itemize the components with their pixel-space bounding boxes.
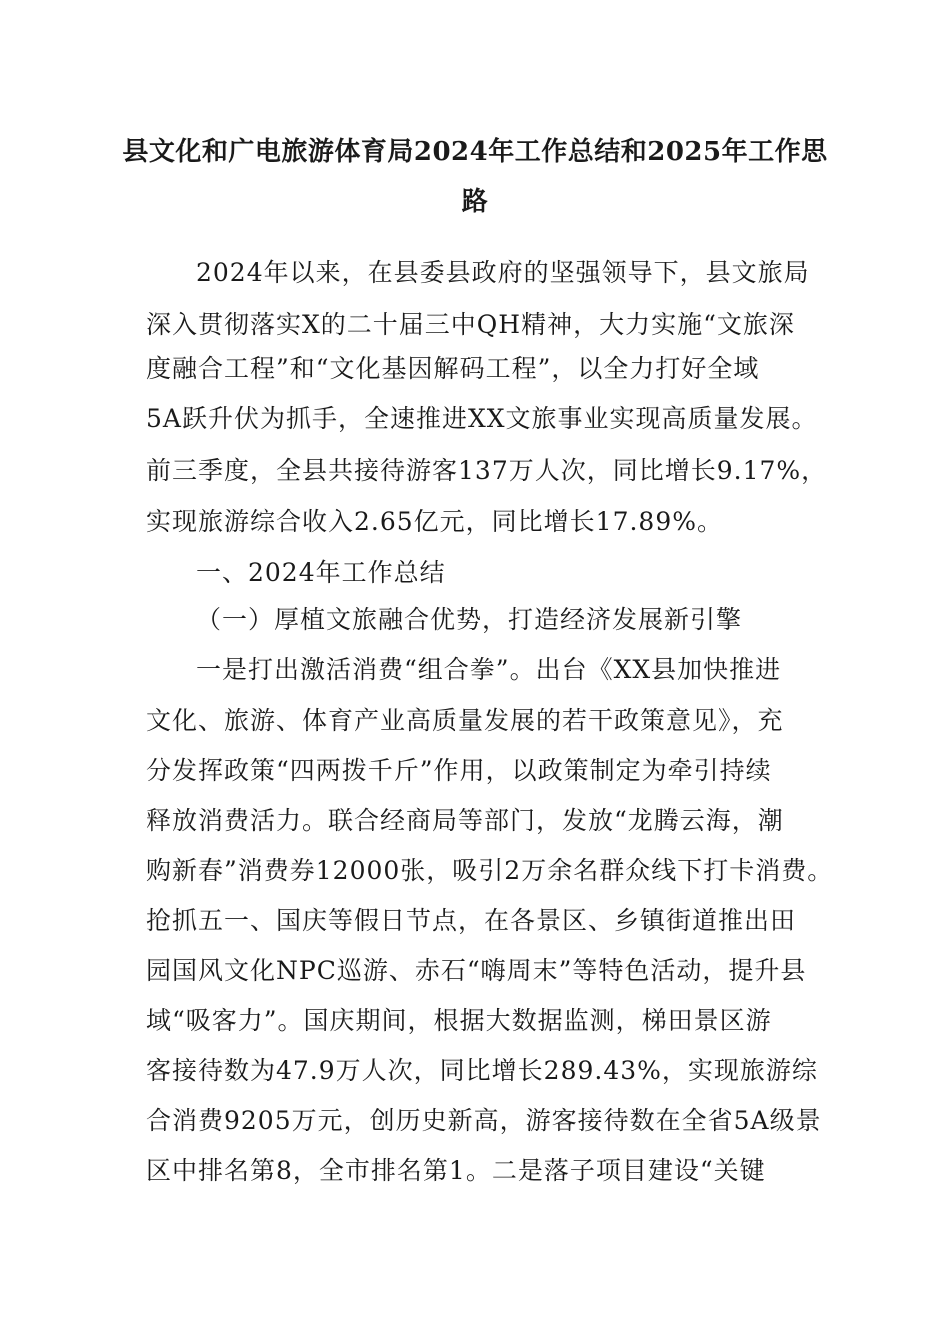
section-heading: 一、2024年工作总结 [196,558,446,587]
paragraph-line: 购新春”消费券12000张，吸引2万余名群众线下打卡消费。 [146,856,834,885]
paragraph-line: 5A跃升伏为抓手，全速推进XX文旅事业实现高质量发展。 [146,404,818,433]
paragraph-line: 深入贯彻落实X的二十届三中QH精神，大力实施“文旅深 [146,310,795,339]
paragraph-line: 度融合工程”和“文化基因解码工程”，以全力打好全域 [146,354,760,383]
subsection-heading: （一）厚植文旅融合优势，打造经济发展新引擎 [196,605,743,634]
paragraph-line: 释放消费活力。联合经商局等部门，发放“龙腾云海，潮 [146,806,784,835]
paragraph-line: 抢抓五一、国庆等假日节点，在各景区、乡镇街道推出田 [146,906,797,935]
paragraph-line: 区中排名第8，全市排名第1。二是落子项目建设“关键 [146,1156,766,1185]
paragraph-line: 园国风文化NPC巡游、赤石“嗨周末”等特色活动，提升县 [146,956,807,985]
paragraph-line: 前三季度，全县共接待游客137万人次，同比增长9.17%， [146,456,828,485]
paragraph-line: 2024年以来，在县委县政府的坚强领导下，县文旅局 [196,258,810,287]
paragraph-line: 文化、旅游、体育产业高质量发展的若干政策意见》，充 [146,706,784,735]
document-title-line-2: 路 [461,187,489,217]
paragraph-line: 实现旅游综合收入2.65亿元，同比增长17.89%。 [146,507,723,536]
paragraph-line: 域“吸客力”。国庆期间，根据大数据监测，梯田景区游 [146,1006,772,1035]
document-title-line-1: 县文化和广电旅游体育局2024年工作总结和2025年工作思 [122,137,828,167]
paragraph-line: 客接待数为47.9万人次，同比增长289.43%，实现旅游综 [146,1056,818,1085]
paragraph-line: 合消费9205万元，创历史新高，游客接待数在全省5A级景 [146,1106,822,1135]
paragraph-line: 分发挥政策“四两拨千斤”作用，以政策制定为牵引持续 [146,756,772,785]
paragraph-line: 一是打出激活消费“组合拳”。出台《XX县加快推进 [196,655,782,684]
